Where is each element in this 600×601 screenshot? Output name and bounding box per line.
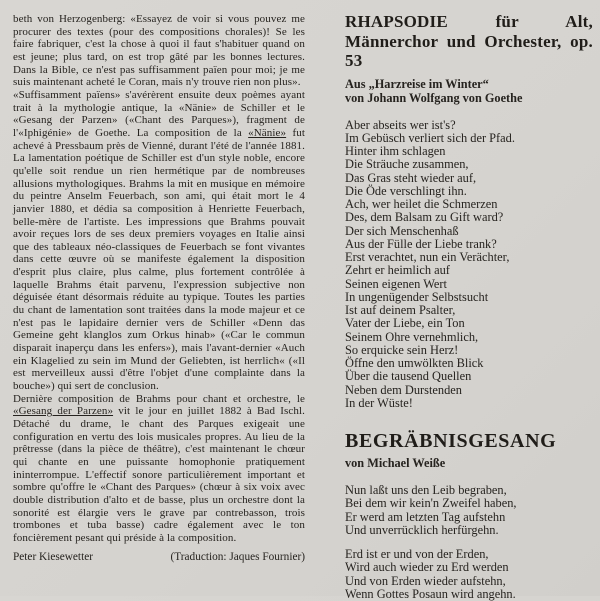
poem-line: Wenn Gottes Posaun wird angehn. [345,586,516,601]
poem-line: Er werd am letzten Tag aufstehn [345,509,506,524]
stanza [345,548,593,601]
underlined-term: «Gesang der Parzen» [13,405,114,418]
poem-line: Seinen eigenen Wert [345,276,447,291]
essay-footer [13,551,305,563]
stanza [345,119,593,411]
poem-line: Und unverrücklich herfürgehn. [345,522,499,537]
poem-line: Die Öde verschlingt ihn. [345,183,467,198]
poem-line: Erd ist er und von der Erden, [345,547,489,561]
poem-line: Nun laßt uns den Leib begraben, [345,483,507,497]
rhapsodie-source: Aus „Harzreise im Winter“ [345,76,489,91]
begraebnisgesang-poet: von Michael Weiße [345,456,446,470]
poem-line: Öffne den umwölkten Blick [345,356,484,370]
poem-line: Der sich Menschenhaß [345,223,459,238]
poem-line: Ach, wer heilet die Schmerzen [345,197,498,211]
poem-line: Und von Erden wieder aufstehn, [345,573,506,588]
poem-line: Ist auf deinem Psalter, [345,303,456,317]
text-segment: vit le jour en juillet 1882 à Bad Ischl. Détaché du drame, le chant des Parques exigeait une configuration en vertu des lois musicales propres. Au lieu de la prêtresse (dans la pièce de théâtre), c'est maintenant le chœur qui chante en une puissante homophonie pratiquement ininterrompue. L'effectif sonore particulièrement important et sombre qu'offre le «Chant des Parques» (chœur à six voix avec double distribution d'alto et de basse, plus un orchestre dont la sonorité est élargie vers le grave par contrebasson, trois trombones et tuba basse) cadre également avec le ton foncièrement pesant qui préside à la composition. [13,405,305,544]
stanza [345,484,593,537]
rhapsodie-title: RHAPSODIE für Alt, Männerchor und Orchester, op. 53 [345,12,593,70]
underlined-term: «Nänie» [248,126,287,139]
left-column [13,13,305,563]
poem-line: Bei dem wir kein'n Zweifel haben, [345,496,517,511]
poem-line: Seinem Ohre vernehmlich, [345,329,479,344]
rhapsodie-poem [345,119,593,411]
essay-author: Peter Kiesewetter [13,550,93,563]
text-segment: beth von Herzogenberg: «Essayez de voir si vous pouvez me procurer des textes (pour des compositions chorales)! Se les faire fabriquer, c'est la chose à quoi il faut s'habituer quand on est jeune; plus tard, on est trop gâté par les bonnes lectures. Dans la Bible, ce n'est pas suffisamment païen pour moi; je me suis maintenant acheté le Coran, mais n'y trouve rien non plus». [13,13,305,89]
paragraph [13,393,305,545]
text-segment: «Suffisamment païens» s'avérèrent ensuite deux poèmes ayant trait à la mythologie antique, la «Nänie» de Schiller et le «Gesang der Parzen» («Chant des Parques»), fragment de l'«Iphigénie» de Goethe. La composition de la [13,88,305,139]
poem-line: Erst verachtet, nun ein Verächter, [345,250,510,264]
poem-line: Hinter ihm schlagen [345,144,446,158]
poem-line: Wird auch wieder zu Erd werden [345,560,509,575]
poem-line: Über die tausend Quellen [345,369,472,384]
poem-line: So erquicke sein Herz! [345,342,459,357]
paragraph [13,13,305,89]
poem-line: Neben dem Durstenden [345,382,462,397]
poem-line: Des, dem Balsam zu Gift ward? [345,210,504,225]
paragraph [13,89,305,393]
translation-credit: (Traduction: Jaques Fournier) [170,550,305,563]
text-segment: Dernière composition de Brahms pour chant et orchestre, le [13,392,305,405]
begraebnisgesang-poem [345,484,593,601]
poem-line: Aber abseits wer ist's? [345,117,456,132]
poem-line: Zehrt er heimlich auf [345,263,450,278]
poem-line: In ungenügender Selbstsucht [345,289,489,304]
poem-line: Vater der Liebe, ein Ton [345,316,465,331]
essay-text [13,13,305,545]
poem-line: Das Gras steht wieder auf, [345,170,477,185]
poem-line: Die Sträuche zusammen, [345,157,469,172]
text-segment: fut achevé à Pressbaum près de Vienné, durant l'été de l'année 1881. La lamentation poétique de Schiller est d'un style noble, encore qu'elle soit rendue un rien hermétique par de nombreuses allusions mythologiques. Brahms la mit en musique en mémoire du peintre Anselm Feuerbach, son ami, qui était mort le 4 janvier 1880, et dédia sa composition à Henriette Feuerbach, belle-mère de l'artiste. Les impressions que Brahms pouvait avoir reçues lors de ses deux premiers voyages en Italie ainsi que des tableaux néo-classiques de Feuerbach se font vivantes dans cette œuvre où se manifeste également la disposition d'esprit plus claire, plus calme, plus fortement contrôlée à laquelle Brahms était parvenu, l'expression subjective non déguisée étant désormais réduite au typique. Toutes les parties du chant de lamentation sont traitées dans la mode majeur et ce n'est pas le lapidaire dernier vers de Schiller «Denn das Gemeine geht klanglos zum Orkus hinab» («Car le commun disparait inaperçu dans les enfers»), mais l'avant-dernier «Auch ein Klagelied zu sein im Mund der Geliebten, ist herrlich« («Il est merveilleux aussi d'être l'objet d'une complainte dans la bouche») qui sert de conclusion. [13,126,305,393]
right-column [345,12,593,601]
rhapsodie-poet: von Johann Wolfgang von Goethe [345,90,523,105]
poem-line: Aus der Fülle der Liebe trank? [345,236,497,251]
poem-line: In der Wüste! [345,395,413,410]
begraebnisgesang-title: BEGRÄBNISGESANG [345,430,557,452]
poem-line: Im Gebüsch verliert sich der Pfad. [345,130,515,145]
